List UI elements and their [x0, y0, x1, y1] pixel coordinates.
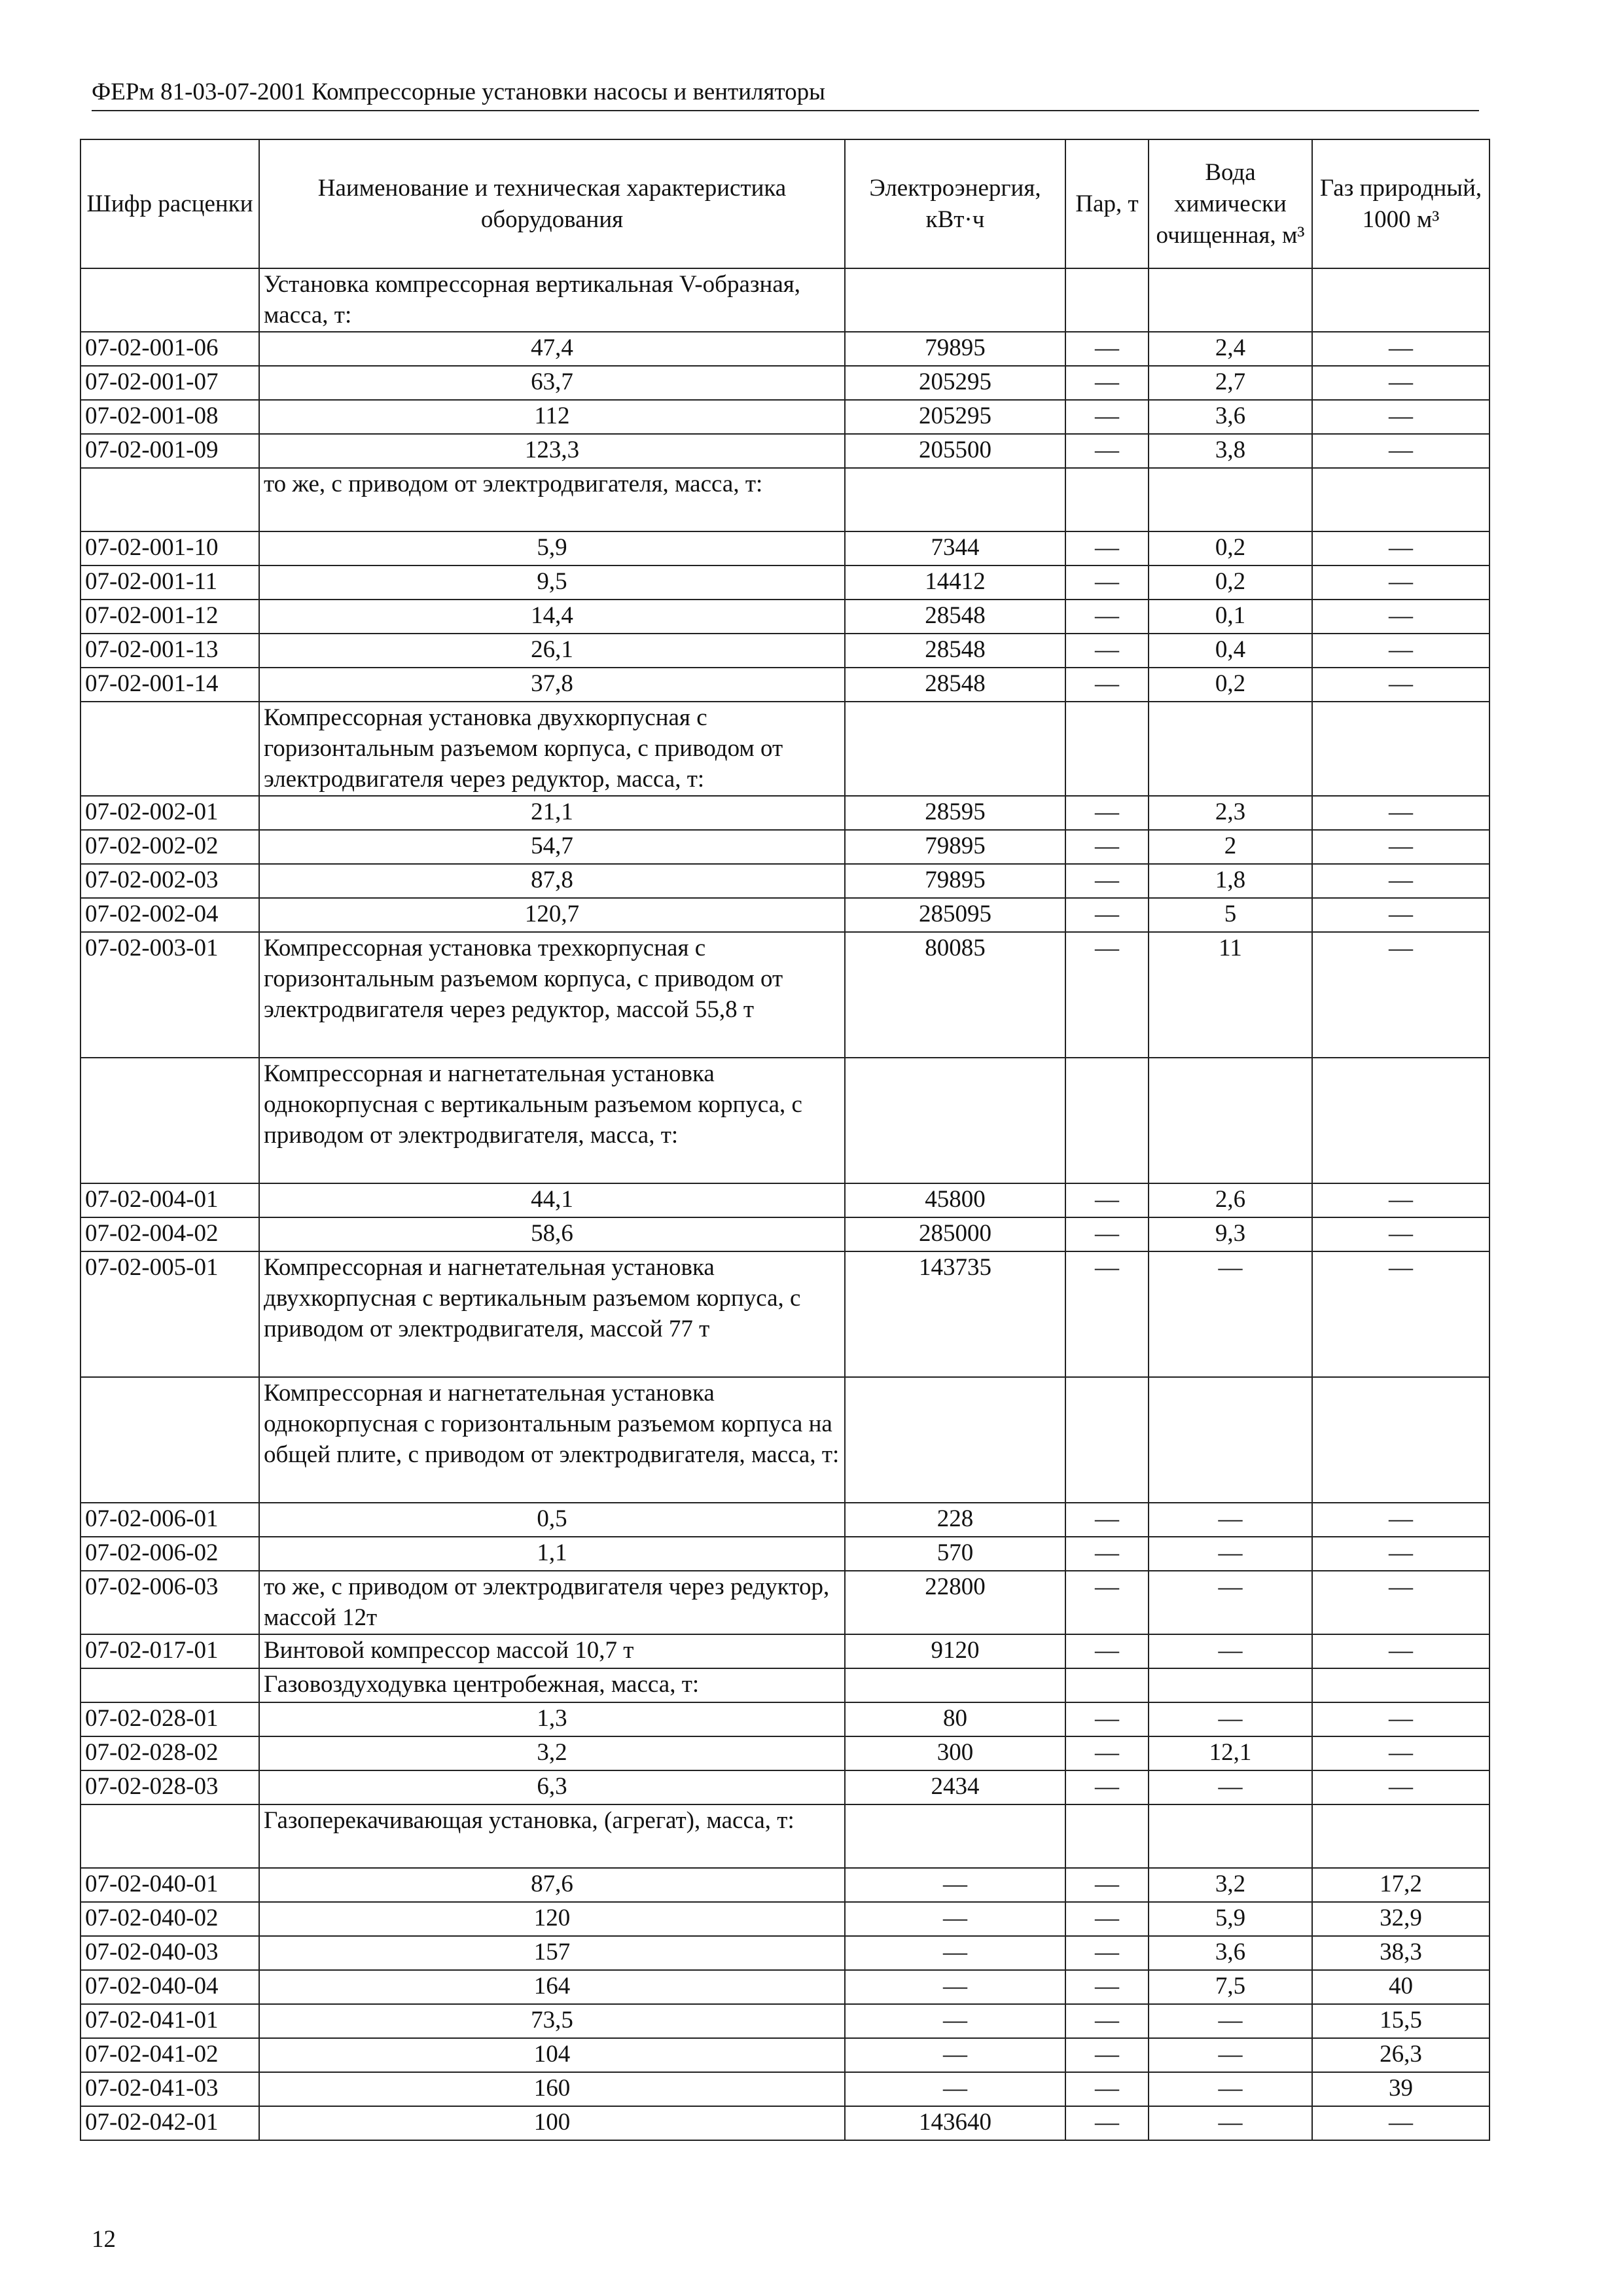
cell-code: 07-02-001-12	[80, 600, 259, 634]
cell-steam: —	[1065, 1571, 1149, 1634]
cell-electricity: 285095	[845, 898, 1065, 932]
table-body	[80, 268, 1489, 2140]
table-row	[80, 898, 1489, 932]
cell-gas: —	[1312, 830, 1489, 864]
table-row	[80, 1736, 1489, 1770]
table-row	[80, 1634, 1489, 1668]
table-row	[80, 1183, 1489, 1217]
cell-electricity	[845, 268, 1065, 332]
table-header-row	[80, 139, 1489, 268]
cell-code: 07-02-017-01	[80, 1634, 259, 1668]
cell-mass: 73,5	[259, 2004, 845, 2038]
cell-electricity: —	[845, 1936, 1065, 1970]
cell-mass: 100	[259, 2106, 845, 2140]
cell-water: 2,4	[1149, 332, 1312, 366]
table-row	[80, 565, 1489, 600]
cell-mass: 87,8	[259, 864, 845, 898]
cell-code: 07-02-001-08	[80, 400, 259, 434]
cell-steam	[1065, 1804, 1149, 1868]
cell-gas: —	[1312, 1702, 1489, 1736]
cell-gas: —	[1312, 2106, 1489, 2140]
cell-gas: —	[1312, 1770, 1489, 1804]
cell-code: 07-02-002-02	[80, 830, 259, 864]
group-heading-row	[80, 1058, 1489, 1183]
cell-mass: 6,3	[259, 1770, 845, 1804]
cell-electricity	[845, 1804, 1065, 1868]
cell-water: —	[1149, 1503, 1312, 1537]
cell-mass: 26,1	[259, 634, 845, 668]
group-heading-row	[80, 1377, 1489, 1503]
table-row	[80, 2106, 1489, 2140]
cell-steam: —	[1065, 1217, 1149, 1251]
cell-code: 07-02-041-02	[80, 2038, 259, 2072]
cell-steam: —	[1065, 1537, 1149, 1571]
cell-name: Компрессорная и нагнетательная установка двухкорпусная с вертикальным разъемом корпуса, с приводом от электродвигателя, массой 77 т	[259, 1251, 845, 1377]
cell-electricity: 205295	[845, 366, 1065, 400]
cell-code: 07-02-006-02	[80, 1537, 259, 1571]
cell-water: 5,9	[1149, 1902, 1312, 1936]
cell-code: 07-02-006-03	[80, 1571, 259, 1634]
cell-code	[80, 1804, 259, 1868]
table-row	[80, 796, 1489, 830]
cell-gas: —	[1312, 1571, 1489, 1634]
cell-mass: 157	[259, 1936, 845, 1970]
cell-water: —	[1149, 1702, 1312, 1736]
cell-steam: —	[1065, 2038, 1149, 2072]
cell-steam: —	[1065, 332, 1149, 366]
cell-steam: —	[1065, 1936, 1149, 1970]
cell-name: то же, с приводом от электродвигателя, масса, т:	[259, 468, 845, 531]
table-row	[80, 366, 1489, 400]
cell-steam: —	[1065, 1770, 1149, 1804]
cell-electricity: 285000	[845, 1217, 1065, 1251]
table-row	[80, 2038, 1489, 2072]
cell-electricity: 79895	[845, 864, 1065, 898]
cell-gas: —	[1312, 1503, 1489, 1537]
cell-mass: 54,7	[259, 830, 845, 864]
cell-code: 07-02-028-03	[80, 1770, 259, 1804]
table-row	[80, 1251, 1489, 1377]
cell-gas: —	[1312, 796, 1489, 830]
cell-code: 07-02-005-01	[80, 1251, 259, 1377]
cell-water	[1149, 1668, 1312, 1702]
cell-water: 3,8	[1149, 434, 1312, 468]
cell-water: 7,5	[1149, 1970, 1312, 2004]
cell-water: 3,6	[1149, 1936, 1312, 1970]
cell-electricity: 28595	[845, 796, 1065, 830]
cell-gas: —	[1312, 898, 1489, 932]
cell-mass: 160	[259, 2072, 845, 2106]
cell-code: 07-02-042-01	[80, 2106, 259, 2140]
cell-code: 07-02-001-10	[80, 531, 259, 565]
table-row	[80, 400, 1489, 434]
cell-mass: 63,7	[259, 366, 845, 400]
cell-gas: 40	[1312, 1970, 1489, 2004]
cell-electricity: —	[845, 2038, 1065, 2072]
cell-mass: 5,9	[259, 531, 845, 565]
group-heading-row	[80, 268, 1489, 332]
cell-code	[80, 1058, 259, 1183]
cell-steam: —	[1065, 2106, 1149, 2140]
cell-water: 2	[1149, 830, 1312, 864]
col-header-water: Вода химически очищенная, м³	[1149, 139, 1312, 268]
cell-electricity: 205295	[845, 400, 1065, 434]
cell-code: 07-02-041-03	[80, 2072, 259, 2106]
cell-water: 0,1	[1149, 600, 1312, 634]
table-row	[80, 932, 1489, 1058]
cell-electricity: 9120	[845, 1634, 1065, 1668]
cell-electricity	[845, 702, 1065, 796]
cell-gas: —	[1312, 932, 1489, 1058]
table-row	[80, 434, 1489, 468]
cell-water: 0,4	[1149, 634, 1312, 668]
cell-steam: —	[1065, 1183, 1149, 1217]
cell-mass: 120	[259, 1902, 845, 1936]
cell-mass: 47,4	[259, 332, 845, 366]
table-row	[80, 1571, 1489, 1634]
cell-electricity: 143735	[845, 1251, 1065, 1377]
cell-name: Установка компрессорная вертикальная V-образная, масса, т:	[259, 268, 845, 332]
cell-code: 07-02-040-02	[80, 1902, 259, 1936]
cell-name: Компрессорная установка двухкорпусная с горизонтальным разъемом корпуса, с приводом от электродвигателя через редуктор, масса, т:	[259, 702, 845, 796]
cell-steam: —	[1065, 1251, 1149, 1377]
cell-electricity: —	[845, 1902, 1065, 1936]
cell-steam: —	[1065, 668, 1149, 702]
cell-name: то же, с приводом от электродвигателя через редуктор, массой 12т	[259, 1571, 845, 1634]
col-header-gas: Газ природный, 1000 м³	[1312, 139, 1489, 268]
cell-mass: 3,2	[259, 1736, 845, 1770]
col-header-code: Шифр расценки	[80, 139, 259, 268]
cell-gas: —	[1312, 1537, 1489, 1571]
cell-gas: —	[1312, 864, 1489, 898]
cell-code: 07-02-001-11	[80, 565, 259, 600]
cell-mass: 123,3	[259, 434, 845, 468]
cell-mass: 164	[259, 1970, 845, 2004]
cell-code: 07-02-001-14	[80, 668, 259, 702]
cell-name: Газовоздуходувка центробежная, масса, т:	[259, 1668, 845, 1702]
cell-gas: —	[1312, 1634, 1489, 1668]
cell-water: —	[1149, 2038, 1312, 2072]
cell-water: 2,7	[1149, 366, 1312, 400]
cell-steam: —	[1065, 830, 1149, 864]
cell-water: —	[1149, 1537, 1312, 1571]
table-row	[80, 1770, 1489, 1804]
cell-electricity: 2434	[845, 1770, 1065, 1804]
table-row	[80, 2004, 1489, 2038]
cell-water: —	[1149, 2072, 1312, 2106]
cell-mass: 21,1	[259, 796, 845, 830]
cell-code: 07-02-001-07	[80, 366, 259, 400]
cell-water	[1149, 268, 1312, 332]
cell-electricity: 79895	[845, 332, 1065, 366]
cell-steam: —	[1065, 565, 1149, 600]
cell-water: —	[1149, 1251, 1312, 1377]
cell-gas	[1312, 468, 1489, 531]
cell-water: —	[1149, 2004, 1312, 2038]
cell-electricity: 143640	[845, 2106, 1065, 2140]
table-row	[80, 531, 1489, 565]
col-header-steam: Пар, т	[1065, 139, 1149, 268]
cell-gas: —	[1312, 565, 1489, 600]
cell-steam	[1065, 468, 1149, 531]
cell-water	[1149, 1058, 1312, 1183]
group-heading-row	[80, 702, 1489, 796]
cell-electricity: 205500	[845, 434, 1065, 468]
table-row	[80, 1902, 1489, 1936]
cell-steam	[1065, 1377, 1149, 1503]
cell-gas: —	[1312, 600, 1489, 634]
cell-code	[80, 468, 259, 531]
cell-mass: 9,5	[259, 565, 845, 600]
cell-code: 07-02-040-03	[80, 1936, 259, 1970]
cell-code	[80, 1377, 259, 1503]
cell-gas	[1312, 268, 1489, 332]
cell-mass: 1,1	[259, 1537, 845, 1571]
table-row	[80, 1537, 1489, 1571]
cell-water: 0,2	[1149, 531, 1312, 565]
cell-steam: —	[1065, 864, 1149, 898]
cell-electricity: 28548	[845, 634, 1065, 668]
cell-gas: 32,9	[1312, 1902, 1489, 1936]
cell-code	[80, 268, 259, 332]
table-row	[80, 600, 1489, 634]
cell-water: 5	[1149, 898, 1312, 932]
cell-electricity: 80085	[845, 932, 1065, 1058]
cell-electricity: 570	[845, 1537, 1065, 1571]
cell-electricity: 22800	[845, 1571, 1065, 1634]
cell-name: Компрессорная и нагнетательная установка однокорпусная с вертикальным разъемом корпуса, с приводом от электродвигателя, масса, т:	[259, 1058, 845, 1183]
cell-code: 07-02-006-01	[80, 1503, 259, 1537]
cell-water	[1149, 1377, 1312, 1503]
cell-electricity	[845, 1058, 1065, 1183]
cell-gas	[1312, 1058, 1489, 1183]
cell-electricity: 28548	[845, 668, 1065, 702]
cell-mass: 0,5	[259, 1503, 845, 1537]
cell-steam: —	[1065, 400, 1149, 434]
cell-mass: 104	[259, 2038, 845, 2072]
table-row	[80, 830, 1489, 864]
cell-steam: —	[1065, 898, 1149, 932]
cell-steam: —	[1065, 796, 1149, 830]
cell-electricity: 7344	[845, 531, 1065, 565]
table-row	[80, 634, 1489, 668]
cell-water: 11	[1149, 932, 1312, 1058]
cell-steam: —	[1065, 2004, 1149, 2038]
cell-steam	[1065, 702, 1149, 796]
cell-water: 3,6	[1149, 400, 1312, 434]
cell-gas: —	[1312, 1183, 1489, 1217]
cell-water: 0,2	[1149, 668, 1312, 702]
cell-steam: —	[1065, 531, 1149, 565]
cell-water: —	[1149, 1770, 1312, 1804]
cell-mass: 37,8	[259, 668, 845, 702]
cell-electricity: —	[845, 2072, 1065, 2106]
cell-mass: 14,4	[259, 600, 845, 634]
cell-code: 07-02-002-03	[80, 864, 259, 898]
table-row	[80, 332, 1489, 366]
cell-gas: 26,3	[1312, 2038, 1489, 2072]
page-number: 12	[92, 2226, 116, 2253]
cell-water: 12,1	[1149, 1736, 1312, 1770]
cell-mass: 120,7	[259, 898, 845, 932]
cell-water	[1149, 468, 1312, 531]
cell-electricity	[845, 1668, 1065, 1702]
col-header-electricity: Электроэнергия, кВт·ч	[845, 139, 1065, 268]
cell-steam	[1065, 1668, 1149, 1702]
cell-code: 07-02-003-01	[80, 932, 259, 1058]
cell-water: 2,6	[1149, 1183, 1312, 1217]
group-heading-row	[80, 1668, 1489, 1702]
cell-gas: —	[1312, 434, 1489, 468]
cell-water: 0,2	[1149, 565, 1312, 600]
cell-steam: —	[1065, 1634, 1149, 1668]
cell-water: —	[1149, 1571, 1312, 1634]
table-row	[80, 1503, 1489, 1537]
cell-water	[1149, 702, 1312, 796]
cell-water	[1149, 1804, 1312, 1868]
cell-steam: —	[1065, 1970, 1149, 2004]
cell-code: 07-02-028-01	[80, 1702, 259, 1736]
cell-steam	[1065, 268, 1149, 332]
cell-mass: 87,6	[259, 1868, 845, 1902]
cell-gas	[1312, 702, 1489, 796]
cell-mass: 58,6	[259, 1217, 845, 1251]
cell-steam: —	[1065, 600, 1149, 634]
rates-table	[80, 139, 1490, 2141]
cell-code: 07-02-002-04	[80, 898, 259, 932]
cell-gas: —	[1312, 1736, 1489, 1770]
cell-electricity: 28548	[845, 600, 1065, 634]
cell-gas	[1312, 1804, 1489, 1868]
cell-mass: 44,1	[259, 1183, 845, 1217]
cell-gas	[1312, 1377, 1489, 1503]
cell-gas: 39	[1312, 2072, 1489, 2106]
cell-steam: —	[1065, 1736, 1149, 1770]
cell-water: 9,3	[1149, 1217, 1312, 1251]
cell-water: —	[1149, 1634, 1312, 1668]
cell-steam: —	[1065, 2072, 1149, 2106]
cell-water: 2,3	[1149, 796, 1312, 830]
cell-code: 07-02-040-04	[80, 1970, 259, 2004]
cell-code	[80, 1668, 259, 1702]
group-heading-row	[80, 1804, 1489, 1868]
cell-gas: —	[1312, 1217, 1489, 1251]
group-heading-row	[80, 468, 1489, 531]
cell-code: 07-02-001-06	[80, 332, 259, 366]
cell-steam: —	[1065, 1503, 1149, 1537]
cell-gas: 15,5	[1312, 2004, 1489, 2038]
cell-steam	[1065, 1058, 1149, 1183]
cell-electricity	[845, 1377, 1065, 1503]
cell-steam: —	[1065, 932, 1149, 1058]
cell-water: 1,8	[1149, 864, 1312, 898]
cell-gas: —	[1312, 332, 1489, 366]
table-row	[80, 1936, 1489, 1970]
table-row	[80, 1970, 1489, 2004]
cell-code: 07-02-002-01	[80, 796, 259, 830]
table-row	[80, 1702, 1489, 1736]
cell-mass: 112	[259, 400, 845, 434]
cell-electricity: 79895	[845, 830, 1065, 864]
cell-electricity: 228	[845, 1503, 1065, 1537]
table-row	[80, 1868, 1489, 1902]
cell-steam: —	[1065, 634, 1149, 668]
table-row	[80, 1217, 1489, 1251]
table-row	[80, 2072, 1489, 2106]
cell-gas: —	[1312, 1251, 1489, 1377]
cell-gas: —	[1312, 634, 1489, 668]
cell-gas: 38,3	[1312, 1936, 1489, 1970]
cell-electricity: 80	[845, 1702, 1065, 1736]
cell-gas: 17,2	[1312, 1868, 1489, 1902]
cell-code: 07-02-040-01	[80, 1868, 259, 1902]
cell-gas: —	[1312, 668, 1489, 702]
cell-electricity: —	[845, 1970, 1065, 2004]
cell-steam: —	[1065, 366, 1149, 400]
cell-gas	[1312, 1668, 1489, 1702]
cell-electricity: —	[845, 2004, 1065, 2038]
cell-name: Винтовой компрессор массой 10,7 т	[259, 1634, 845, 1668]
cell-code: 07-02-028-02	[80, 1736, 259, 1770]
cell-code: 07-02-004-01	[80, 1183, 259, 1217]
cell-code: 07-02-004-02	[80, 1217, 259, 1251]
cell-gas: —	[1312, 366, 1489, 400]
col-header-name: Наименование и техническая характеристика оборудования	[259, 139, 845, 268]
cell-gas: —	[1312, 400, 1489, 434]
cell-water: —	[1149, 2106, 1312, 2140]
cell-code	[80, 702, 259, 796]
cell-steam: —	[1065, 434, 1149, 468]
cell-steam: —	[1065, 1902, 1149, 1936]
cell-steam: —	[1065, 1702, 1149, 1736]
table-row	[80, 668, 1489, 702]
cell-code: 07-02-001-13	[80, 634, 259, 668]
cell-electricity: —	[845, 1868, 1065, 1902]
cell-electricity: 45800	[845, 1183, 1065, 1217]
cell-steam: —	[1065, 1868, 1149, 1902]
cell-electricity: 14412	[845, 565, 1065, 600]
cell-mass: 1,3	[259, 1702, 845, 1736]
cell-name: Компрессорная установка трехкорпусная с горизонтальным разъемом корпуса, с приводом от электродвигателя через редуктор, массой 55,8 т	[259, 932, 845, 1058]
cell-name: Газоперекачивающая установка, (агрегат), масса, т:	[259, 1804, 845, 1868]
cell-code: 07-02-001-09	[80, 434, 259, 468]
cell-electricity	[845, 468, 1065, 531]
cell-name: Компрессорная и нагнетательная установка однокорпусная с горизонтальным разъемом корпуса на общей плите, с приводом от электродвигателя, масса, т:	[259, 1377, 845, 1503]
cell-water: 3,2	[1149, 1868, 1312, 1902]
cell-gas: —	[1312, 531, 1489, 565]
cell-code: 07-02-041-01	[80, 2004, 259, 2038]
table-row	[80, 864, 1489, 898]
page-header: ФЕРм 81-03-07-2001 Компрессорные установки насосы и вентиляторы	[92, 77, 1479, 111]
cell-electricity: 300	[845, 1736, 1065, 1770]
